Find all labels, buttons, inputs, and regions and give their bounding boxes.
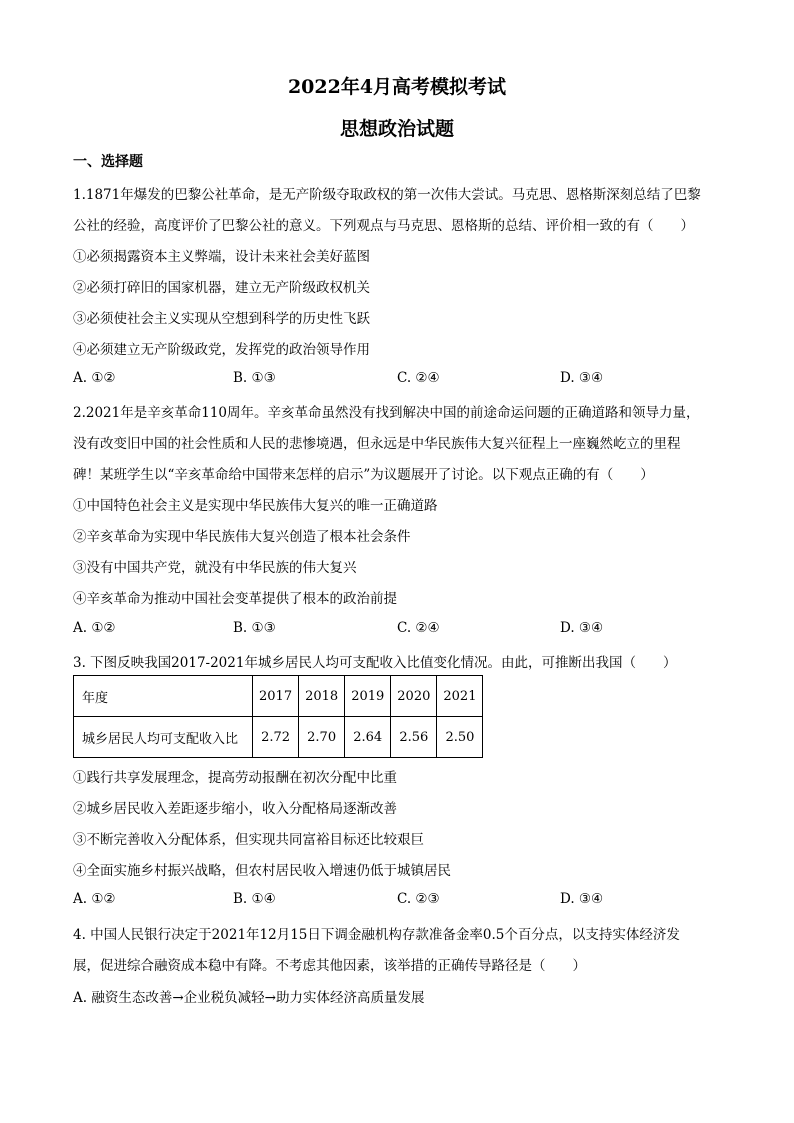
table-header-label: 年度 — [74, 676, 253, 717]
table-header-row — [74, 676, 483, 717]
subject-title: 思想政治试题 — [339, 118, 454, 140]
table-year-cell: 2017 — [253, 676, 299, 717]
table-year-cell: 2021 — [437, 676, 483, 717]
q3-stem-line-1: 3. 下图反映我国2017-2021年城乡居民人均可支配收入比值变化情况。由此，可推断出我国（ ） — [73, 655, 677, 671]
q4-stem-line-1: 4. 中国人民银行决定于2021年12月15日下调金融机构存款准备金率0.5个百分点，以支持实体经济发 — [73, 927, 680, 943]
exam-title: 2022年4月高考模拟考试 — [287, 76, 507, 98]
q1-option-b[interactable]: B. ①③ — [233, 370, 276, 386]
q2-statement-4: ④辛亥革命为推动中国社会变革提供了根本的政治前提 — [73, 591, 397, 607]
q2-stem-line-2: 没有改变旧中国的社会性质和人民的悲惨境遇，但永远是中华民族伟大复兴征程上一座巍然屹立的里程 — [73, 436, 681, 452]
table-value-cell: 2.72 — [253, 717, 299, 758]
q1-statement-3: ③必须使社会主义实现从空想到科学的历史性飞跃 — [73, 311, 370, 327]
q1-statement-4: ④必须建立无产阶级政党，发挥党的政治领导作用 — [73, 342, 370, 358]
table-value-row — [74, 717, 483, 758]
q2-option-a[interactable]: A. ①② — [73, 620, 116, 636]
q3-statement-2: ②城乡居民收入差距逐步缩小，收入分配格局逐渐改善 — [73, 801, 397, 817]
q1-option-c[interactable]: C. ②④ — [397, 370, 440, 386]
q3-option-c[interactable]: C. ②③ — [397, 891, 440, 907]
q2-statement-2: ②辛亥革命为实现中华民族伟大复兴创造了根本社会条件 — [73, 529, 411, 545]
table-value-cell: 2.56 — [391, 717, 437, 758]
q1-option-a[interactable]: A. ①② — [73, 370, 116, 386]
q2-option-c[interactable]: C. ②④ — [397, 620, 440, 636]
q3-option-b[interactable]: B. ①④ — [233, 891, 276, 907]
q1-stem-line-1: 1.1871年爆发的巴黎公社革命，是无产阶级夺取政权的第一次伟大尝试。马克思、恩格斯深刻总结了巴黎 — [73, 187, 701, 203]
section-heading: 一、选择题 — [73, 154, 143, 170]
q1-option-d[interactable]: D. ③④ — [560, 370, 604, 386]
table-year-cell: 2020 — [391, 676, 437, 717]
table-year-cell: 2018 — [299, 676, 345, 717]
table-value-cell: 2.70 — [299, 717, 345, 758]
q2-statement-3: ③没有中国共产党，就没有中华民族的伟大复兴 — [73, 560, 357, 576]
table-row-label: 城乡居民人均可支配收入比 — [74, 717, 253, 758]
q3-option-a[interactable]: A. ①② — [73, 891, 116, 907]
table-value-cell: 2.64 — [345, 717, 391, 758]
q2-stem-line-1: 2.2021年是辛亥革命110周年。辛亥革命虽然没有找到解决中国的前途命运问题的正确道路和领导力量， — [73, 405, 700, 421]
q1-statement-1: ①必须揭露资本主义弊端，设计未来社会美好蓝图 — [73, 249, 370, 265]
q2-statement-1: ①中国特色社会主义是实现中华民族伟大复兴的唯一正确道路 — [73, 498, 438, 514]
income-ratio-table — [73, 675, 483, 758]
q4-option-a[interactable]: A. 融资生态改善→企业税负减轻→助力实体经济高质量发展 — [73, 990, 425, 1006]
q1-stem-line-2: 公社的经验，高度评价了巴黎公社的意义。下列观点与马克思、恩格斯的总结、评价相一致的有（ ） — [73, 218, 694, 234]
table-value-cell: 2.50 — [437, 717, 483, 758]
q1-statement-2: ②必须打碎旧的国家机器，建立无产阶级政权机关 — [73, 280, 370, 296]
q4-stem-line-2: 展，促进综合融资成本稳中有降。不考虑其他因素，该举措的正确传导路径是（ ） — [73, 958, 586, 974]
q3-statement-1: ①践行共享发展理念，提高劳动报酬在初次分配中比重 — [73, 770, 397, 786]
table-year-cell: 2019 — [345, 676, 391, 717]
q2-option-b[interactable]: B. ①③ — [233, 620, 276, 636]
q3-statement-3: ③不断完善收入分配体系，但实现共同富裕目标还比较艰巨 — [73, 832, 424, 848]
q2-stem-line-3: 碑！某班学生以“辛亥革命给中国带来怎样的启示”为议题展开了讨论。以下观点正确的有（ ） — [73, 467, 654, 483]
q3-option-d[interactable]: D. ③④ — [560, 891, 604, 907]
q3-statement-4: ④全面实施乡村振兴战略，但农村居民收入增速仍低于城镇居民 — [73, 863, 451, 879]
q2-option-d[interactable]: D. ③④ — [560, 620, 604, 636]
